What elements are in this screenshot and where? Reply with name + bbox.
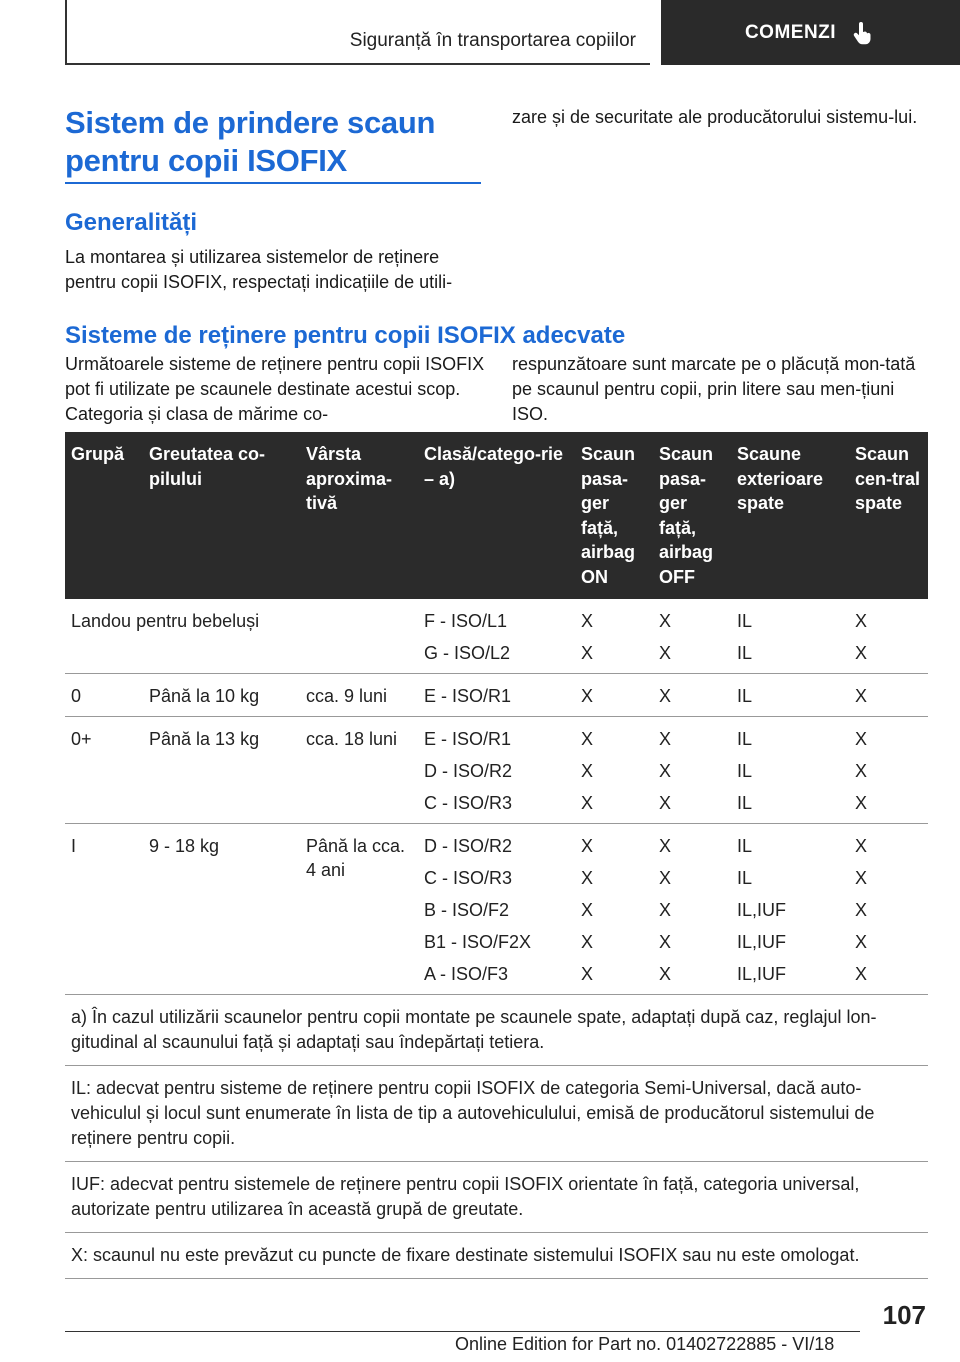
cell-mark: X: [855, 836, 868, 856]
cell-outer-rear: [731, 599, 849, 674]
cell-mark: IL: [737, 643, 753, 663]
footer-rule: [65, 1331, 860, 1332]
page-number: 107: [882, 1300, 926, 1330]
table-row: [65, 824, 928, 995]
cell-center-rear: [849, 674, 928, 717]
cell-mark: X: [855, 761, 868, 781]
cell-class-value: E - ISO/R1: [424, 686, 512, 706]
cell-class-value: B - ISO/F2: [424, 900, 510, 920]
cell-mark: X: [581, 729, 594, 749]
cell-mark: X: [581, 611, 594, 631]
cell-airbag-off: [653, 824, 731, 995]
col-header-weight: Greutatea co-pilului: [143, 432, 300, 599]
cell-mark: X: [855, 643, 868, 663]
cell-airbag-off: [653, 599, 731, 674]
cell-mark: X: [659, 611, 672, 631]
cell-center-rear: [849, 717, 928, 824]
cell-mark: IL,IUF: [737, 932, 787, 952]
tab-comenzi-label: COMENZI: [744, 21, 837, 43]
cell-mark: X: [659, 964, 672, 984]
note-iuf: IUF: adecvat pentru sistemele de reținere pentru copii ISOFIX orientate în față, categoria universal, autorizate pentru utilizarea în această grupă de greutate.: [65, 1162, 928, 1233]
cell-mark: IL: [737, 611, 753, 631]
cell-class-value: F - ISO/L1: [424, 611, 508, 631]
cell-class-value: C - ISO/R3: [424, 868, 513, 888]
cell-group: 0: [65, 674, 143, 717]
page-title: Sistem de prindere scaun pentru copii ISOFIX: [65, 105, 436, 178]
table-note-row: [65, 1066, 928, 1162]
edition-text: Online Edition for Part no. 01402722885 - VI/18: [455, 1334, 835, 1354]
cell-age: cca. 9 luni: [300, 674, 418, 717]
col-header-outer-rear: Scaune exterioare spate: [731, 432, 849, 599]
cell-mark: X: [855, 729, 868, 749]
suitable-text: Următoarele sisteme de reținere pentru copii ISOFIX pot fi utilizate pe scaunele destinate acestui scop. Categoria și clasa de mărime co-: [65, 354, 485, 424]
header-rule: [65, 63, 650, 65]
cell-mark: IL: [737, 868, 753, 888]
table-note-row: [65, 1233, 928, 1279]
cell-weight: 9 - 18 kg: [143, 824, 300, 995]
cell-mark: X: [855, 932, 868, 952]
cell-mark: X: [855, 686, 868, 706]
cell-airbag-on: [575, 674, 653, 717]
cell-classes: [418, 824, 575, 995]
cell-mark: X: [855, 793, 868, 813]
cell-classes: [418, 717, 575, 824]
note-x: X: scaunul nu este prevăzut cu puncte de fixare destinate sistemului ISOFIX sau nu este omologat.: [65, 1233, 928, 1279]
col-header-class: Clasă/catego-rie – a): [418, 432, 575, 599]
cell-class-value: E - ISO/R1: [424, 729, 512, 749]
tab-comenzi[interactable]: [661, 0, 960, 65]
cell-mark: X: [855, 611, 868, 631]
cell-classes: [418, 674, 575, 717]
cell-class-value: C - ISO/R3: [424, 793, 513, 813]
cell-class-value: B1 - ISO/F2X: [424, 932, 532, 952]
suitable-text-continued: respunzătoare sunt marcate pe o plăcuță mon-tată pe scaunul pentru copii, prin litere sau men-țiuni ISO.: [512, 354, 916, 424]
cell-mark: X: [581, 643, 594, 663]
table-row: [65, 599, 928, 674]
cell-mark: X: [659, 729, 672, 749]
cell-weight: Până la 10 kg: [143, 674, 300, 717]
cell-mark: X: [659, 868, 672, 888]
note-il: IL: adecvat pentru sisteme de reținere pentru copii ISOFIX de categoria Semi-Universal, dacă auto-vehiculul și locul sunt enumerate în lista de tip a autovehiculului, emisă de producătorul sistemului de reținere pentru copii.: [65, 1066, 928, 1162]
cell-class-value: D - ISO/R2: [424, 836, 513, 856]
general-heading: Generalități: [65, 209, 198, 236]
cell-mark: X: [659, 643, 672, 663]
cell-airbag-on: [575, 599, 653, 674]
cell-mark: X: [581, 868, 594, 888]
cell-mark: X: [581, 932, 594, 952]
general-text: La montarea și utilizarea sistemelor de reținere pentru copii ISOFIX, respectați indicațiile de utili-: [65, 247, 453, 292]
cell-airbag-on: [575, 717, 653, 824]
cell-mark: IL: [737, 729, 753, 749]
cell-mark: X: [581, 761, 594, 781]
cell-class-value: D - ISO/R2: [424, 761, 513, 781]
cell-mark: X: [581, 836, 594, 856]
cell-outer-rear: [731, 717, 849, 824]
isofix-table: [65, 432, 928, 1279]
header-divider: [65, 0, 67, 64]
cell-group: 0+: [65, 717, 143, 824]
cell-mark: X: [659, 932, 672, 952]
cell-mark: X: [581, 964, 594, 984]
cell-mark: IL: [737, 686, 753, 706]
col-header-group: Grupă: [65, 432, 143, 599]
cell-age: Până la cca. 4 ani: [300, 824, 418, 995]
col-header-airbag-on: Scaun pasa-ger față, airbag ON: [575, 432, 653, 599]
title-underline: [65, 182, 481, 184]
cell-mark: X: [581, 900, 594, 920]
cell-mark: X: [581, 686, 594, 706]
cell-mark: X: [659, 686, 672, 706]
cell-mark: X: [855, 964, 868, 984]
general-text-continued: zare și de securitate ale producătorului sistemu-lui.: [512, 107, 918, 127]
cell-classes: [418, 599, 575, 674]
table-note-row: [65, 1162, 928, 1233]
suitable-heading: Sisteme de reținere pentru copii ISOFIX adecvate: [65, 322, 626, 349]
cell-airbag-on: [575, 824, 653, 995]
cell-mark: X: [659, 900, 672, 920]
col-header-airbag-off: Scaun pasa-ger față, airbag OFF: [653, 432, 731, 599]
table-row: [65, 674, 928, 717]
cell-airbag-off: [653, 674, 731, 717]
cell-age: cca. 18 luni: [300, 717, 418, 824]
cell-mark: X: [855, 900, 868, 920]
cell-class-value: A - ISO/F3: [424, 964, 509, 984]
table-note-row: [65, 995, 928, 1066]
cell-center-rear: [849, 599, 928, 674]
cell-weight: Până la 13 kg: [143, 717, 300, 824]
cell-class-value: G - ISO/L2: [424, 643, 511, 663]
note-a: a) În cazul utilizării scaunelor pentru copii montate pe scaunele spate, adaptați după caz, reglajul lon-gitudinal al scaunului față și adaptați sau îndepărtați tetiera.: [65, 995, 928, 1066]
cell-mark: IL,IUF: [737, 900, 787, 920]
hand-touch-icon: [850, 20, 876, 46]
cell-group: I: [65, 824, 143, 995]
col-header-age: Vârsta aproxima-tivă: [300, 432, 418, 599]
cell-outer-rear: [731, 674, 849, 717]
cell-mark: X: [581, 793, 594, 813]
col-header-center-rear: Scaun cen-tral spate: [849, 432, 928, 599]
cell-mark: IL: [737, 836, 753, 856]
cell-airbag-off: [653, 717, 731, 824]
cell-mark: X: [659, 761, 672, 781]
cell-mark: X: [855, 868, 868, 888]
cell-mark: X: [659, 836, 672, 856]
cell-center-rear: [849, 824, 928, 995]
table-row: [65, 717, 928, 824]
cell-group: Landou pentru bebeluși: [65, 599, 418, 674]
cell-mark: IL: [737, 793, 753, 813]
cell-mark: X: [659, 793, 672, 813]
table-header-row: [65, 432, 928, 599]
cell-mark: IL: [737, 761, 753, 781]
cell-outer-rear: [731, 824, 849, 995]
section-title: Siguranță în transportarea copiilor: [349, 30, 636, 51]
cell-mark: IL,IUF: [737, 964, 787, 984]
